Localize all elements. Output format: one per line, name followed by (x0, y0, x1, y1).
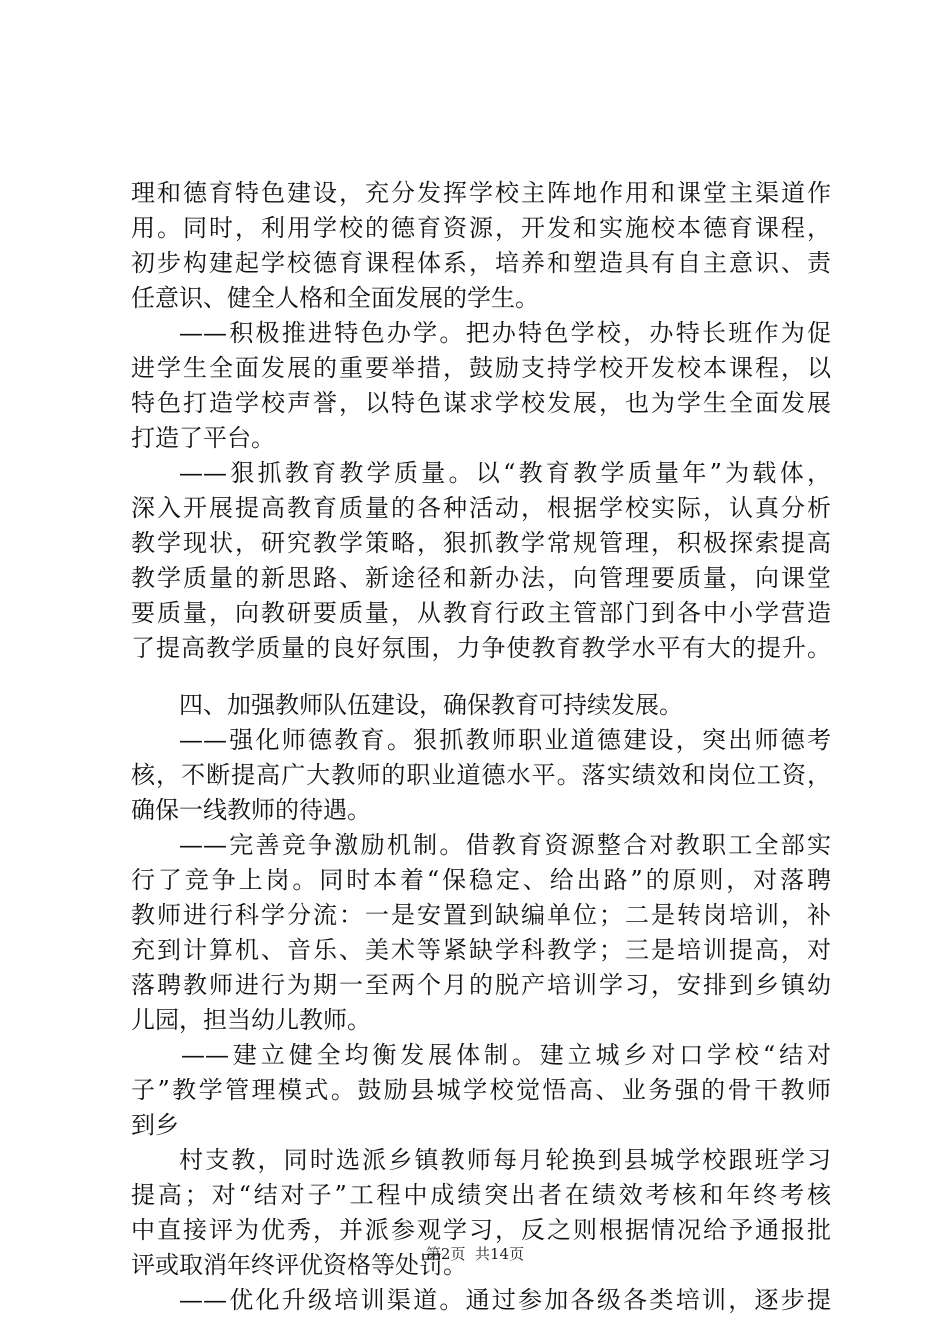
text-line: 特色打造学校声誉，以特色谋求学校发展，也为学生全面发展 (131, 389, 831, 417)
text-line: 深入开展提高教育质量的各种活动，根据学校实际，认真分析 (131, 494, 831, 522)
text-line: 教学现状，研究教学策略，狠抓教学常规管理，积极探索提高 (131, 529, 831, 557)
text-line: 教学质量的新思路、新途径和新办法，向管理要质量，向课堂 (131, 564, 831, 592)
text-line: 子”教学管理模式。鼓励县城学校觉悟高、业务强的骨干教师 (131, 1076, 831, 1104)
text-line: 用。同时，利用学校的德育资源，开发和实施校本德育课程， (131, 214, 831, 242)
text-line: ——优化升级培训渠道。通过参加各级各类培训，逐步提 (179, 1286, 831, 1314)
text-line: 初步构建起学校德育课程体系，培养和塑造具有自主意识、责 (131, 249, 831, 277)
text-line: 村支教，同时选派乡镇教师每月轮换到县城学校跟班学习 (179, 1146, 831, 1174)
text-line: 进学生全面发展的重要举措，鼓励支持学校开发校本课程，以 (131, 354, 831, 382)
text-line: 确保一线教师的待遇。 (131, 796, 371, 824)
page-footer (0, 1244, 950, 1264)
text-line: ——狠抓教育教学质量。以“教育教学质量年”为载体， (179, 459, 831, 487)
page-number: 第2页 共14页 (425, 1245, 525, 1263)
text-line: 教师进行科学分流：一是安置到缺编单位；二是转岗培训，补 (131, 901, 831, 929)
text-line: ——建立健全均衡发展体制。建立城乡对口学校“结对 (181, 1041, 831, 1069)
text-line: 落聘教师进行为期一至两个月的脱产培训学习，安排到乡镇幼 (131, 971, 831, 999)
text-line: 理和德育特色建设，充分发挥学校主阵地作用和课堂主渠道作 (131, 179, 831, 207)
text-line: 儿园，担当幼儿教师。 (131, 1006, 371, 1034)
text-line: ——完善竞争激励机制。借教育资源整合对教职工全部实 (179, 831, 831, 859)
text-line: ——积极推进特色办学。把办特色学校，办特长班作为促 (179, 319, 831, 347)
text-line: 核，不断提高广大教师的职业道德水平。落实绩效和岗位工资， (131, 761, 831, 789)
text-line: 到乡 (131, 1111, 179, 1139)
text-line: ——强化师德教育。狠抓教师职业道德建设，突出师德考 (179, 726, 831, 754)
text-line: 充到计算机、音乐、美术等紧缺学科教学；三是培训提高，对 (131, 936, 831, 964)
section-heading: 四、加强教师队伍建设，确保教育可持续发展。 (179, 691, 683, 719)
text-line: 要质量，向教研要质量，从教育行政主管部门到各中小学营造 (131, 599, 831, 627)
text-line: 评或取消年终评优资格等处罚。 (131, 1251, 467, 1279)
body-text (131, 176, 831, 1318)
text-line: 提高；对“结对子”工程中成绩突出者在绩效考核和年终考核 (131, 1181, 831, 1209)
text-line: 任意识、健全人格和全面发展的学生。 (131, 284, 539, 312)
text-line: 了提高教学质量的良好氛围，力争使教育教学水平有大的提升。 (131, 634, 831, 662)
text-line: 中直接评为优秀，并派参观学习，反之则根据情况给予通报批 (131, 1216, 831, 1244)
text-line: 行了竞争上岗。同时本着“保稳定、给出路”的原则，对落聘 (131, 866, 831, 894)
text-line: 打造了平台。 (131, 424, 275, 452)
paragraph-spacer (131, 666, 831, 688)
